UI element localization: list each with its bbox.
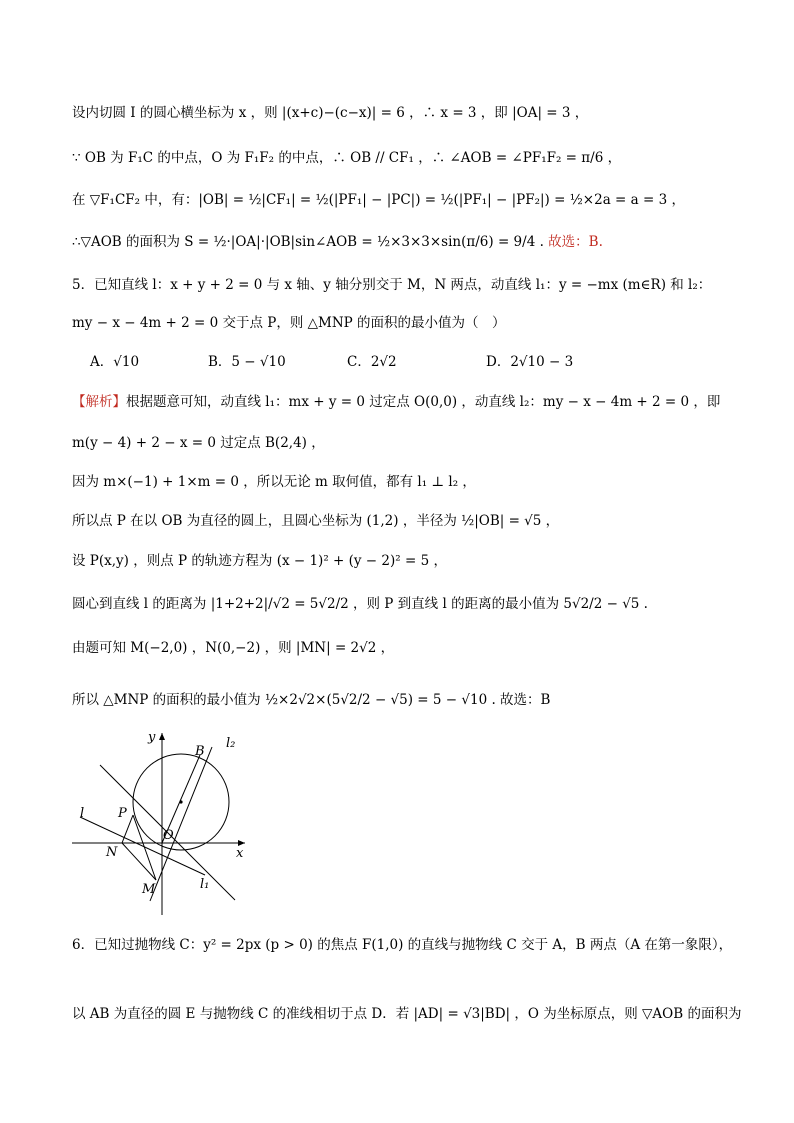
analysis-tag: 【解析】 [72,394,126,410]
label-n: N [106,845,118,860]
analysis-text-1: 根据题意可知，动直线 l₁：mx + y = 0 过定点 O(0,0) ，动直线 l₂：my − x − 4m + 2 = 0 ，即 [126,394,721,410]
segment-on [122,843,156,880]
q6-stem-line-1: 6．已知过抛物线 C：y² = 2px (p > 0) 的焦点 F(1,0) 的直线与抛物线 C 交于 A，B 两点（A 在第一象限）， [72,937,733,953]
q5-analysis-line-5: 设 P(x,y) ，则点 P 的轨迹方程为 (x − 1)² + (y − 2)² = 5 ， [72,553,447,569]
label-l2: l₂ [226,736,236,751]
label-b: B [195,744,205,759]
segment-pm [133,815,156,880]
y-axis-arrow [159,733,165,740]
q5-analysis-line-6: 圆心到直线 l 的距离为 |1+2+2|/√2 = 5√2/2 ，则 P 到直线 l 的距离的最小值为 5√2/2 − √5 . [72,596,648,612]
q5-option-a: A．√10 [90,354,140,370]
label-m: M [142,882,156,897]
q5-analysis-line-8: 所以 △MNP 的面积的最小值为 ½×2√2×(5√2/2 − √5) = 5 − √10 . 故选：B [72,692,551,708]
q5-analysis-line-3: 因为 m×(−1) + 1×m = 0 ，所以无论 m 取何值，都有 l₁ ⊥ l₂ ， [72,474,476,490]
label-l1: l₁ [200,877,210,892]
solution-line-1: 设内切圆 I 的圆心横坐标为 x ，则 |(x+c)−(c−x)| = 6 ，∴ x = 3 ，即 |OA| = 3 ， [72,105,589,121]
solution-line-2: ∵ OB 为 F₁C 的中点，O 为 F₁F₂ 的中点，∴ OB // CF₁ ，∴ ∠AOB = ∠PF₁F₂ = π/6 ， [72,150,622,166]
solution-line-3: 在 ▽F₁CF₂ 中，有：|OB| = ½|CF₁| = ½(|PF₁| − |PC|) = ½(|PF₁| − |PF₂|) = ½×2a = a = 3 ， [72,192,685,208]
q5-analysis-line-1 [72,392,720,412]
solution-line-4 [72,232,603,252]
line-l1 [80,817,205,875]
q5-analysis-line-2: m(y − 4) + 2 − x = 0 过定点 B(2,4) ， [72,435,325,451]
label-x: x [236,846,244,861]
q5-analysis-line-4: 所以点 P 在以 OB 为直径的圆上，且圆心坐标为 (1,2) ，半径为 ½|OB| = √5 ， [72,513,560,529]
q5-option-d: D．2√10 − 3 [486,354,574,370]
solution-line-4-text: ∴▽AOB 的面积为 S = ½·|OA|·|OB|sin∠AOB = ½×3×3×sin(π/6) = 9/4 . [72,234,544,250]
answer-choice: 故选：B. [548,234,603,250]
label-y: y [148,730,156,745]
q6-stem-line-2: 以 AB 为直径的圆 E 与抛物线 C 的准线相切于点 D．若 |AD| = √3|BD| ，O 为坐标原点，则 ▽AOB 的面积为 [72,1006,742,1022]
q5-stem-line-1: 5．已知直线 l：x + y + 2 = 0 与 x 轴、y 轴分别交于 M，N 两点，动直线 l₁：y = −mx (m∈R) 和 l₂： [72,277,712,293]
q5-stem-line-2: my − x − 4m + 2 = 0 交于点 P，则 △MNP 的面积的最小值为（ ） [72,315,506,331]
geometry-figure [60,725,260,920]
q5-analysis-line-7: 由题可知 M(−2,0) ，N(0,−2) ，则 |MN| = 2√2 ， [72,640,395,656]
label-p: P [118,806,127,821]
label-o: O [163,828,174,843]
label-l: l [80,806,85,821]
q5-option-b: B．5 − √10 [208,354,286,370]
q5-option-c: C．2√2 [347,354,397,370]
